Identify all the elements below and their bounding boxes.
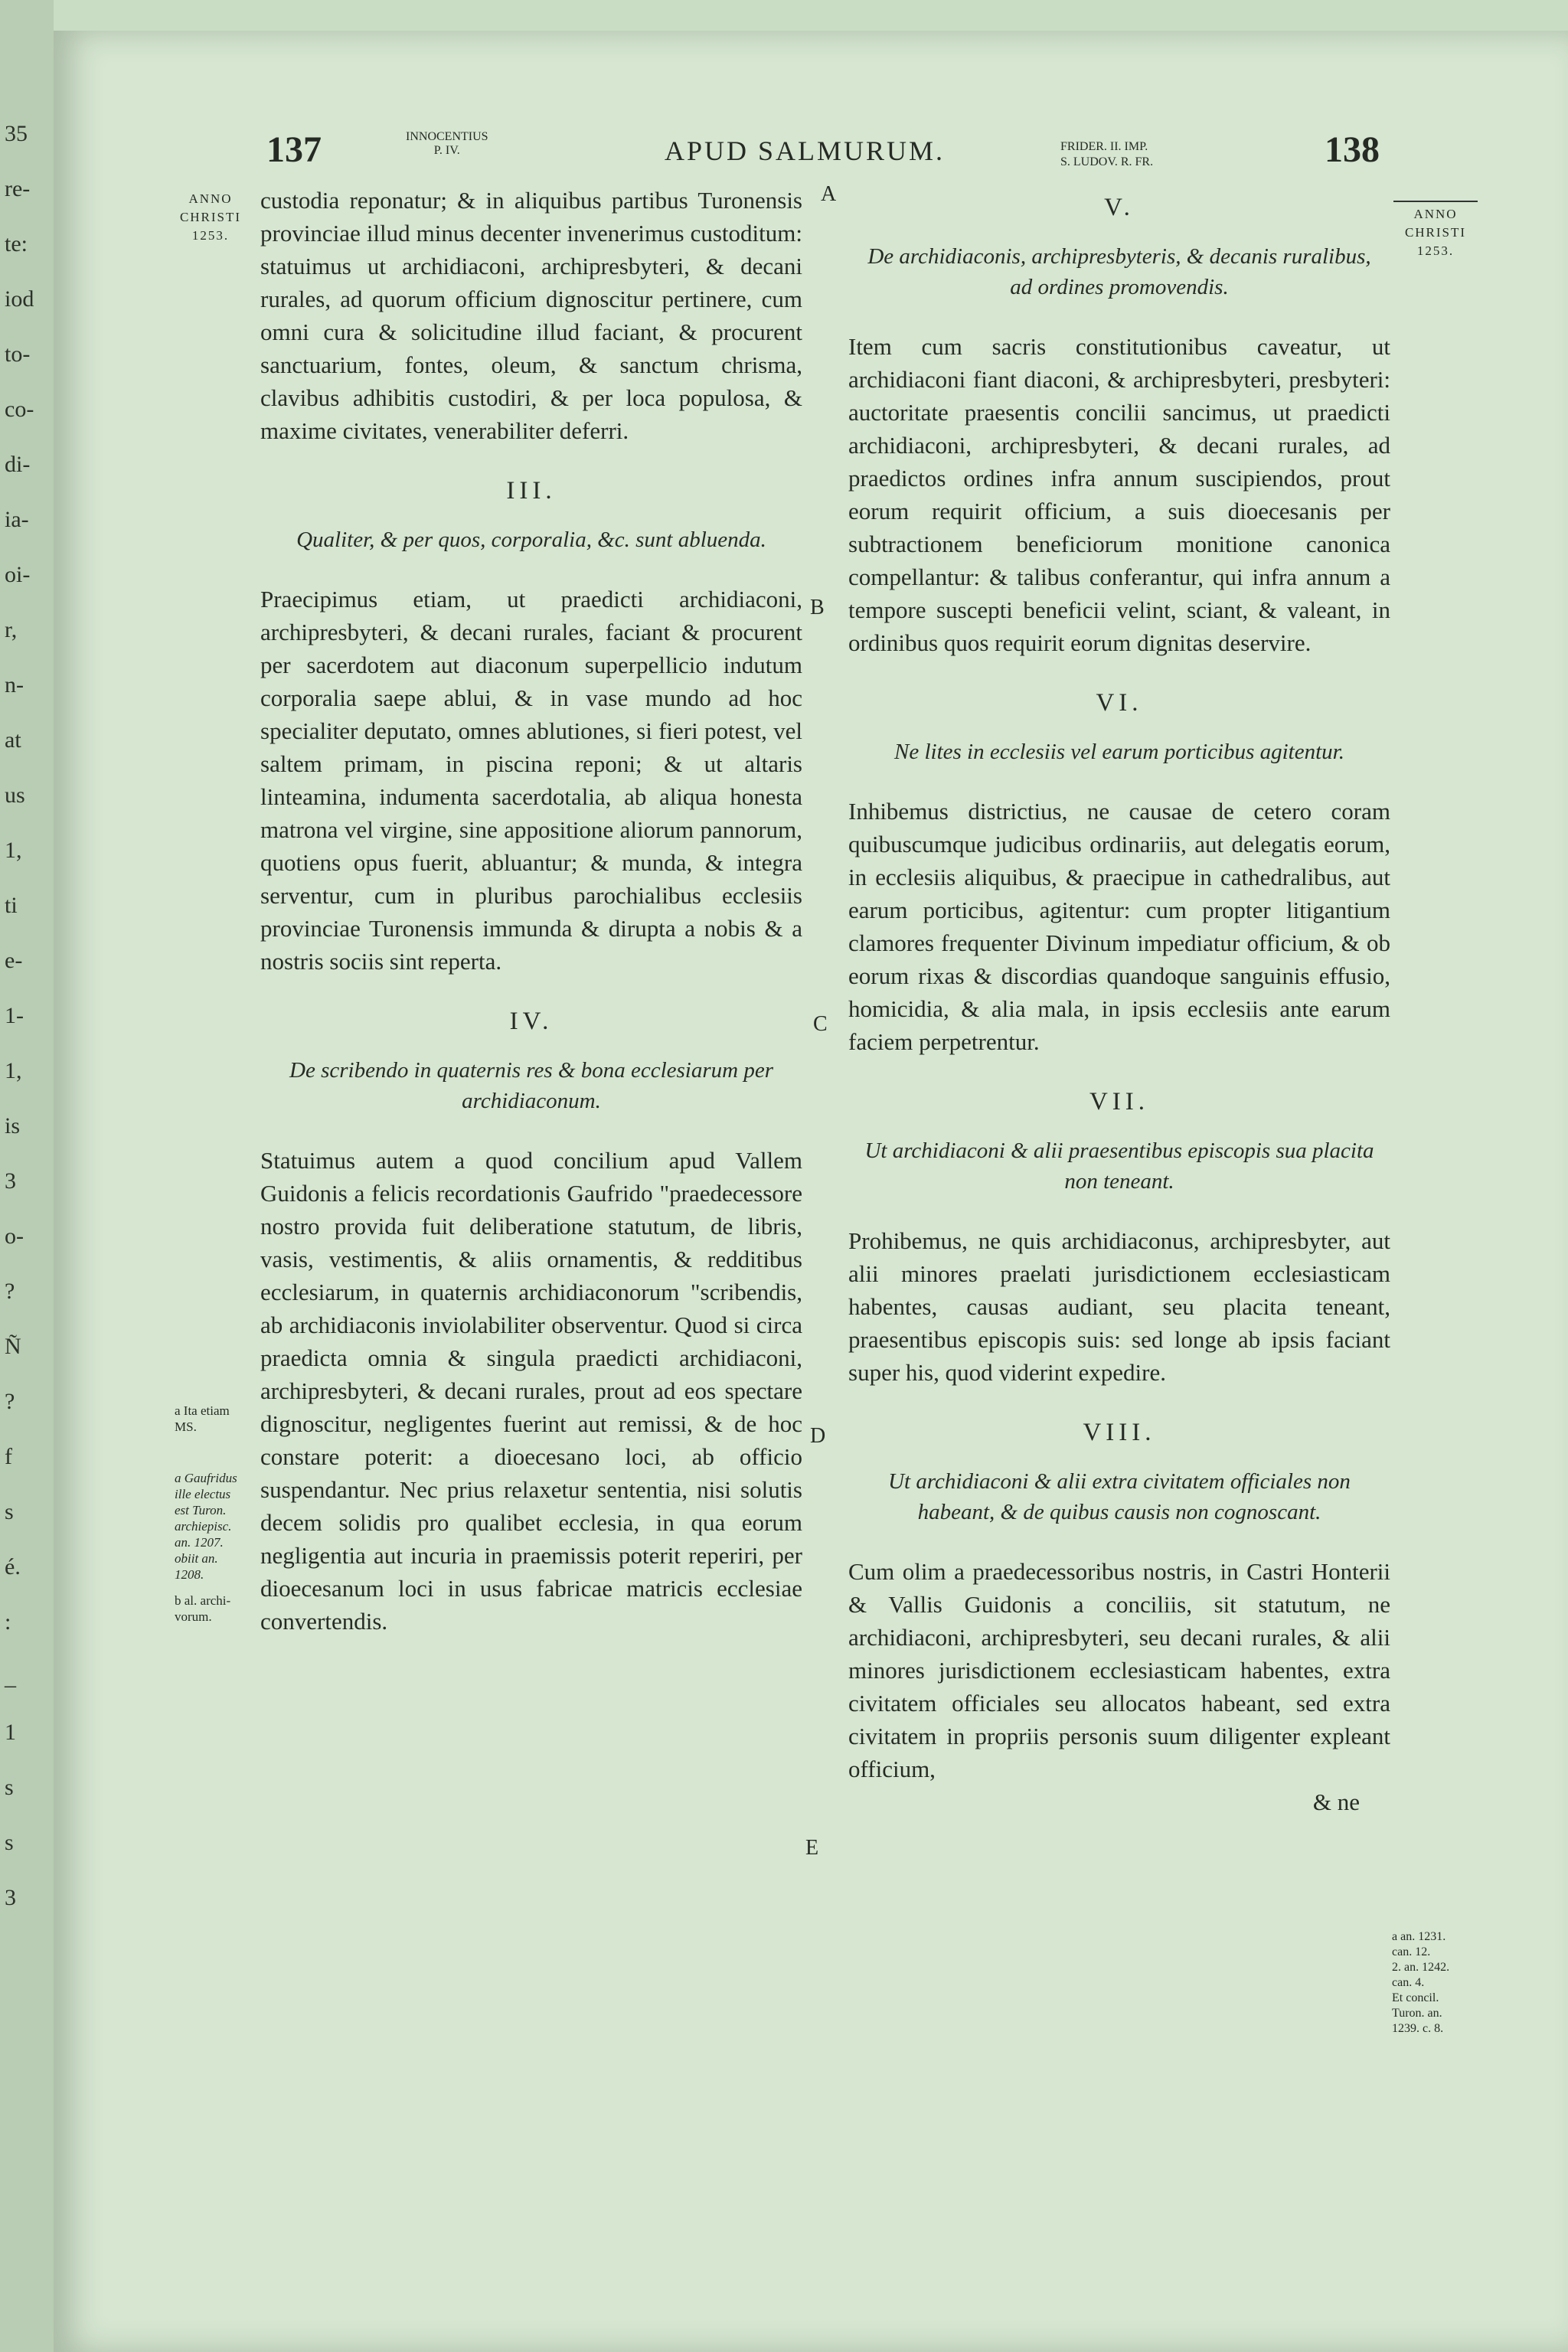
edge-fragment: te: — [5, 231, 28, 256]
edge-fragment: is — [5, 1113, 21, 1138]
edge-fragment: ? — [5, 1389, 15, 1414]
section-heading: VII. — [1089, 1088, 1150, 1116]
margin-note-c — [175, 1592, 263, 1625]
section-title: De scribendo in quaternis res & bona ecclesiarum per archidiaconum. — [289, 1058, 773, 1113]
running-head-left-line: INNOCENTIUS — [406, 130, 488, 143]
edge-fragment: f — [5, 1444, 12, 1469]
anno-line: 1253. — [191, 228, 230, 243]
margin-note-line: can. 4. — [1392, 1976, 1425, 1989]
anno-christi-left — [168, 190, 253, 245]
edge-fragment: é. — [5, 1554, 21, 1579]
margin-note-line: 1208. — [175, 1567, 204, 1582]
edge-fragment: s — [5, 1830, 14, 1855]
running-head-left — [406, 130, 488, 158]
edge-fragment: _ — [5, 1664, 16, 1690]
edge-fragment: ia- — [5, 507, 29, 532]
paragraph: Statuimus autem a quod concilium apud Vallem Guidonis a felicis recordationis Gaufrido "praedecessore nostro provida fuit deliberatione statutum, de libris, vasis, vestimentis, & aliis ornamentis, & redditibus ecclesiarum, in quaternis archidiaconorum "scribendis, ab archidiaconis inviolabiliter observentur. Quod si circa praedicta omnia & singula praedicti archidiaconi, archipresbyteri, & decani rurales, prout ad eos spectare dignoscitur, negligentes fuerint aut remissi, & de hoc constare poterit: a dioecesano loci, ab officio suspendantur. Nec prius relaxetur sententia, nisi solutis decem solidis pro qualibet ecclesia, in qua eorum negligentia aut incuria in praemissis poterit reperiri, per dioecesanum loci in usus fabricae matricis ecclesiae convertendis. — [260, 1147, 802, 1635]
anno-line: CHRISTI — [179, 210, 242, 224]
margin-note-line: vorum. — [175, 1609, 212, 1624]
anno-line: 1253. — [1416, 243, 1455, 258]
edge-fragment: n- — [5, 672, 24, 697]
edge-fragment: iod — [5, 286, 34, 312]
margin-note-a — [175, 1403, 263, 1435]
margin-note-line: Turon. an. — [1392, 2007, 1442, 2020]
running-head-left-line: P. IV. — [433, 144, 460, 157]
catchword: & ne — [1312, 1788, 1360, 1815]
margin-note-line: an. 1207. — [175, 1535, 224, 1550]
paragraph: Inhibemus districtius, ne causae de cetero coram quibuscumque judicibus ordinariis, aut delegatis eorum, in ecclesiis aliquibus, & praecipue in cathedralibus, aut earum porticibus, agitentur: cum propter litigantium clamores frequenter Divinum impediatur officium, & ob eorum rixas & discordias quandoque sanguinis effusio, homicidia, & alia mala, in ipsis ecclesiis ante earum faciem perpetrentur. — [848, 798, 1390, 1055]
edge-fragment: co- — [5, 397, 34, 422]
running-head-center: APUD SALMURUM. — [665, 136, 946, 166]
section-title: Ne lites in ecclesiis vel earum porticibus agitentur. — [894, 740, 1344, 764]
section-title: Ut archidiaconi & alii extra civitatem officiales non habeant, & de quibus causis non cognoscant. — [888, 1469, 1351, 1524]
margin-note-line: est Turon. — [175, 1503, 227, 1517]
edge-fragment: 1 — [5, 1720, 16, 1745]
anno-christi-right — [1393, 201, 1478, 260]
section-title: Ut archidiaconi & alii praesentibus episcopis sua placita non teneant. — [864, 1138, 1374, 1194]
running-head-right-line: FRIDER. II. IMP. — [1060, 140, 1148, 153]
edge-fragment: 1- — [5, 1003, 24, 1028]
running-head-right-line: S. LUDOV. R. FR. — [1060, 155, 1154, 168]
margin-note-line: b al. archi- — [175, 1593, 231, 1608]
edge-fragment: o- — [5, 1223, 24, 1249]
edge-fragment: oi- — [5, 562, 31, 587]
edge-fragment: us — [5, 782, 25, 808]
section-letter-c: C — [813, 1012, 828, 1036]
edge-fragment: 1, — [5, 1058, 22, 1083]
section-letter-b: B — [810, 596, 825, 619]
edge-fragment: di- — [5, 452, 31, 477]
anno-rule — [1393, 201, 1478, 202]
section-letter-e: E — [805, 1836, 819, 1860]
section-heading: VI. — [1096, 689, 1143, 717]
paragraph: Cum olim a praedecessoribus nostris, in Castri Honterii & Vallis Guidonis a conciliis, sit statutum, ne archidiaconi, archipresbyteri, seu decani rurales, & alii minores jurisdictionem ecclesiasticam habentes, extra civitatem officiales seu allocatos habeant, sed extra civitatem in propriis personis suum diligenter expleant officium, — [848, 1558, 1390, 1782]
section-heading: V. — [1104, 194, 1135, 221]
margin-note-line: 1239. c. 8. — [1392, 2022, 1444, 2035]
section-letter-d: D — [810, 1424, 826, 1448]
paragraph: Prohibemus, ne quis archidiaconus, archipresbyter, aut alii minores praelati jurisdictionem ecclesiasticam habentes, causas audiant, seu placita teneant, praesentibus episcopis suis: sed longe ab ipsis faciant super his, quod viderint expedire. — [848, 1227, 1390, 1386]
edge-fragment: s — [5, 1499, 14, 1524]
section-title: Qualiter, & per quos, corporalia, &c. sunt abluenda. — [296, 528, 766, 552]
edge-fragment: to- — [5, 341, 31, 367]
section-title: De archidiaconis, archipresbyteris, & decanis ruralibus, ad ordines promovendis. — [867, 244, 1371, 299]
right-column — [848, 191, 1390, 1818]
edge-fragment: s — [5, 1775, 14, 1800]
edge-fragment: r, — [5, 617, 18, 642]
page-number-right: 138 — [1325, 129, 1380, 170]
section-heading: IV. — [509, 1008, 554, 1035]
anno-line: CHRISTI — [1404, 225, 1467, 240]
previous-page-edge — [0, 0, 54, 2352]
paragraph: Praecipimus etiam, ut praedicti archidiaconi, archipresbyteri, & decani rurales, faciant & procurent per sacerdotem aut diaconum superpellicio indutum corporalia saepe ablui, & in vase mundo ad hoc specialiter deputato, omnes ablutiones, si fieri potest, vel saltem primam, in piscina reponi; & ut altaris linteamina, indumenta sacerdotalia, ab aliqua honesta matrona vel virgine, sine appositione aliorum pannorum, quotiens opus fuerit, abluantur; & munda, & integra serventur, cum in pluribus parochialibus ecclesiis provinciae Turonensis immunda & dirupta a nobis & a nostris sociis sint reperta. — [260, 586, 802, 975]
edge-fragment: ti — [5, 893, 18, 918]
running-head-right — [1060, 139, 1153, 170]
edge-fragment: 3 — [5, 1168, 16, 1194]
section-heading: III. — [506, 477, 557, 505]
margin-note-line: a an. 1231. — [1392, 1930, 1446, 1943]
edge-fragment: re- — [5, 176, 31, 201]
paragraph: Item cum sacris constitutionibus caveatur, ut archidiaconi fiant diaconi, & archipresbyteri, presbyteri: auctoritate praesentis concilii sancimus, ut praedicti archidiaconi, archipresbyteri, & decani rurales, ad praedictos ordines infra annum suscipiendos, prout eorum requirit officium, a suis dioecesanis per subtractionem beneficiorum monitione canonica compellantur: & talibus conferantur, qui infra annum a tempore suscepti beneficii velint, sciant, & valeant, in ordinibus quos requirit eorum dignitas deservire. — [848, 333, 1390, 656]
margin-note-b — [175, 1470, 263, 1583]
anno-line: ANNO — [188, 191, 233, 206]
edge-fragment: : — [5, 1609, 11, 1635]
edge-fragment: 3 — [5, 1885, 16, 1910]
edge-fragment: e- — [5, 948, 23, 973]
margin-note-line: can. 12. — [1392, 1945, 1431, 1958]
left-column — [260, 184, 802, 1638]
margin-note-line: obiit an. — [175, 1551, 218, 1566]
margin-note-line: a Gaufridus — [175, 1471, 237, 1485]
edge-fragment: at — [5, 727, 21, 753]
section-heading: VIII. — [1083, 1419, 1156, 1446]
margin-note-line: Et concil. — [1392, 1991, 1439, 2004]
margin-note-line: MS. — [175, 1419, 197, 1434]
margin-note-line: 2. an. 1242. — [1392, 1961, 1450, 1974]
edge-fragment: ? — [5, 1279, 15, 1304]
margin-note-line: a Ita etiam — [175, 1403, 230, 1418]
page-number-left: 137 — [266, 129, 322, 170]
edge-fragment: 1, — [5, 838, 22, 863]
margin-notes-right — [1392, 1929, 1484, 2037]
edge-fragment: Ñ — [5, 1334, 21, 1359]
edge-fragment: 35 — [5, 121, 28, 146]
section-letter-a: A — [821, 182, 837, 206]
anno-line: ANNO — [1413, 207, 1458, 221]
paragraph: custodia reponatur; & in aliquibus partibus Turonensis provinciae illud minus decenter invenerimus custoditum: statuimus ut archidiaconi, archipresbyteri, & decani rurales, ad quorum officium dignoscitur pertinere, cum omni cura & solicitudine illud faciant, & procurent sanctuarium, fontes, oleum, & sanctum chrisma, clavibus adhibitis custodiri, & per loca populosa, & maxime civitates, venerabiliter deferri. — [260, 187, 802, 444]
margin-note-line: archiepisc. — [175, 1519, 232, 1534]
margin-note-line: ille electus — [175, 1487, 231, 1501]
